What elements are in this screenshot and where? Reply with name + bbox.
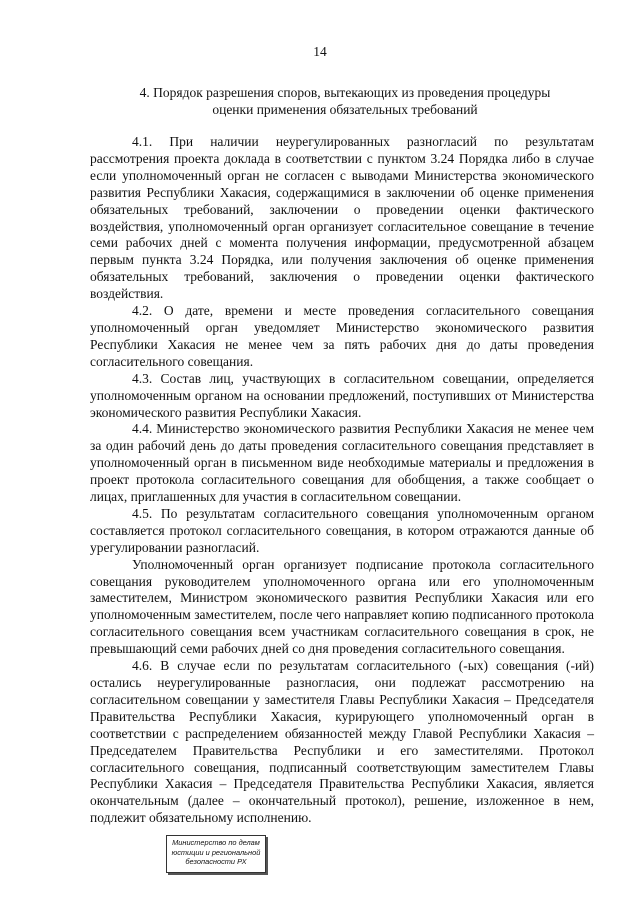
section-heading: [100, 84, 590, 118]
paragraph-4-1: 4.1. При наличии неурегулированных разногласий по результатам рассмотрения проекта доклада в соответствии с пунктом 3.24 Порядка либо в случае если уполномоченный орган не согласен с выводами Министерства экономического развития Республики Хакасия, содержащимися в заключении об оценке применения обязательных требований, заключении о проведении оценки фактического воздействия, уполномоченный орган организует согласительное совещание в течение семи рабочих дней с момента получения информации, предусмотренной абзацем первым пункта 3.24 Порядка, или получения заключения об оценке применения обязательных требований, заключения о проведении оценки фактического воздействия.: [90, 134, 594, 302]
stamp-line-1: Министерство по делам: [172, 838, 260, 847]
paragraph-4-2: 4.2. О дате, времени и месте проведения согласительного совещания уполномоченный орган уведомляет Министерство экономического развития Республики Хакасия не менее чем за пять рабочих дня до даты проведения согласительного совещания.: [90, 303, 594, 369]
registration-stamp: [166, 835, 266, 873]
page-number: 14: [313, 44, 327, 59]
document-body: [90, 134, 594, 827]
paragraph-4-5-continued: Уполномоченный орган организует подписание протокола согласительного совещания руководителем уполномоченного органа или его уполномоченным заместителем, Министром экономического развития Республики Хакасия или его уполномоченным заместителем, после чего направляет копию подписанного протокола согласительного совещания всем участникам согласительного совещания в срок, не превышающий семи рабочих дней со дня проведения согласительного совещания.: [90, 556, 594, 657]
paragraph-4-4: 4.4. Министерство экономического развития Республики Хакасия не менее чем за один рабочий день до даты проведения согласительного совещания представляет в уполномоченный орган в письменном виде необходимые материалы и предложения в проект протокола согласительного совещания для обобщения, а также сообщает о лицах, приглашенных для участия в согласительном совещании.: [90, 421, 594, 505]
stamp-line-2: юстиции и региональной: [171, 847, 261, 857]
section-heading-line-2: оценки применения обязательных требований: [212, 102, 478, 117]
paragraph-4-6: 4.6. В случае если по результатам согласительного (-ых) совещания (-ий) остались неурегулированные разногласия, они подлежат рассмотрению на согласительном совещании у заместителя Главы Республики Хакасия – Председателя Правительства Республики Хакасия, курирующего уполномоченный орган в соответствии с распределением обязанностей между Главой Республики Хакасия – Председателем Правительства Республики и его заместителями. Протокол согласительного совещания, подписанный соответствующим заместителем Главы Республики Хакасия – Председателя Правительства Республики Хакасия, является окончательным (далее – окончательный протокол), решение, изложенное в нем, подлежит обязательному исполнению.: [90, 658, 594, 826]
paragraph-4-3: 4.3. Состав лиц, участвующих в согласительном совещании, определяется уполномоченным органом на основании предложений, поступивших от Министерства экономического развития Республики Хакасия.: [90, 370, 594, 420]
paragraph-4-5: 4.5. По результатам согласительного совещания уполномоченным органом составляется протокол согласительного совещания, в котором отражаются данные об урегулировании разногласий.: [90, 505, 594, 555]
stamp-line-3: безопасности РХ: [185, 857, 247, 867]
section-heading-line-1: 4. Порядок разрешения споров, вытекающих из проведения процедуры: [139, 85, 551, 100]
